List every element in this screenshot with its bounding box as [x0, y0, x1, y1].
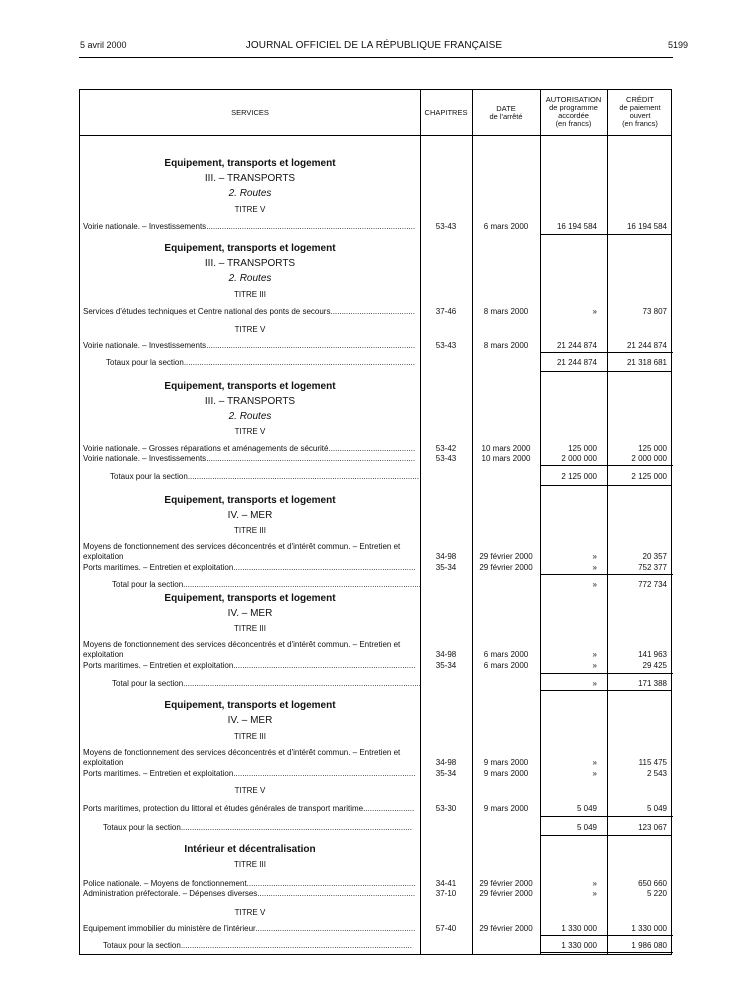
total-row: [80, 678, 673, 689]
row-label: Voirie nationale. – Investissements .....: [83, 340, 415, 351]
credits-table: [79, 89, 672, 955]
row-credit: 1 986 080: [631, 941, 667, 950]
row-autorisation: »: [592, 580, 597, 589]
row-label: Total pour la section .....: [112, 678, 421, 689]
total-rule: [540, 935, 673, 936]
row-autorisation: »: [592, 889, 597, 898]
col-header-services: SERVICES: [231, 108, 269, 117]
row-credit: 171 388: [638, 679, 667, 688]
section-heading: Equipement, transports et logement: [164, 495, 336, 506]
section-titre: TITRE III: [234, 526, 266, 535]
row-autorisation: 21 244 874: [556, 341, 597, 350]
row-label: Services d'études techniques et Centre national des ponts de secours .....: [83, 306, 415, 317]
table-row: [80, 221, 673, 232]
row-date: 29 février 2000: [479, 924, 533, 933]
table-row: [80, 660, 673, 671]
row-credit: 125 000: [638, 444, 667, 453]
row-autorisation: »: [592, 879, 597, 888]
row-credit: 20 357: [642, 552, 667, 561]
total-rule: [540, 816, 673, 817]
section-heading: Intérieur et décentralisation: [184, 844, 316, 855]
row-date: 8 mars 2000: [483, 307, 529, 316]
col-header-credit: CRÉDIT de paiement ouvert (en francs): [619, 95, 661, 128]
row-autorisation: »: [592, 307, 597, 316]
row-credit: 73 807: [642, 307, 667, 316]
section-titre: TITRE III: [234, 624, 266, 633]
total-rule: [540, 574, 673, 575]
section-titre: TITRE V: [234, 427, 266, 436]
row-autorisation: »: [592, 650, 597, 659]
row-label: Totaux pour la section .....: [106, 357, 415, 368]
row-date: 29 février 2000: [479, 879, 533, 888]
section-heading: Equipement, transports et logement: [164, 700, 336, 711]
section-titre: TITRE V: [234, 325, 266, 334]
row-label: Moyens de fonctionnement des services déconcentrés et d'intérêt commun. – Entretien et exploitation: [83, 640, 401, 659]
row-autorisation: 1 330 000: [561, 941, 597, 950]
row-credit: 123 067: [638, 823, 667, 832]
table-row: [80, 453, 673, 464]
row-credit: 650 660: [638, 879, 667, 888]
row-autorisation: »: [592, 758, 597, 767]
row-autorisation: »: [592, 769, 597, 778]
section-chapter: 2. Routes: [228, 411, 272, 422]
row-date: 29 février 2000: [479, 889, 533, 898]
row-label: Totaux pour la section .....: [110, 471, 419, 482]
row-label: Ports maritimes. – Entretien et exploitation .....: [83, 660, 415, 671]
journal-title: JOURNAL OFFICIEL DE LA RÉPUBLIQUE FRANÇAISE: [245, 40, 503, 51]
section-heading: Equipement, transports et logement: [164, 158, 336, 169]
row-chapitre: 57-40: [435, 924, 457, 933]
row-date: 10 mars 2000: [481, 454, 531, 463]
row-credit: 5 049: [646, 804, 667, 813]
row-credit: 2 125 000: [631, 472, 667, 481]
row-label: Ports maritimes, protection du littoral et études générales de transport maritime .....: [83, 803, 415, 814]
row-label: Totaux pour la section .....: [103, 940, 412, 951]
row-date: 29 février 2000: [479, 563, 533, 572]
row-chapitre: 35-34: [435, 563, 457, 572]
row-autorisation: 5 049: [576, 823, 597, 832]
section-titre: TITRE V: [234, 908, 266, 917]
row-autorisation: »: [592, 661, 597, 670]
table-row: [80, 640, 673, 660]
total-row: [80, 822, 673, 833]
table-row: [80, 306, 673, 317]
total-row: [80, 940, 673, 951]
row-credit: 2 000 000: [631, 454, 667, 463]
section-titre: TITRE III: [234, 732, 266, 741]
section-subheading: III. – TRANSPORTS: [204, 173, 296, 184]
section-titre: TITRE III: [234, 860, 266, 869]
table-row: [80, 888, 673, 899]
row-date: 6 mars 2000: [483, 650, 529, 659]
header-date: 5 avril 2000: [80, 40, 127, 50]
total-row: [80, 357, 673, 368]
section-rule: [540, 690, 671, 691]
row-chapitre: 53-43: [435, 222, 457, 231]
row-chapitre: 53-43: [435, 454, 457, 463]
row-chapitre: 34-98: [435, 552, 457, 561]
col-header-chapitres: CHAPITRES: [424, 108, 468, 117]
row-autorisation: 125 000: [568, 444, 597, 453]
section-titre: TITRE III: [234, 290, 266, 299]
row-autorisation: 5 049: [576, 804, 597, 813]
header-rule: [79, 57, 673, 58]
total-row: [80, 579, 673, 590]
section-chapter: 2. Routes: [228, 273, 272, 284]
section-heading: Equipement, transports et logement: [164, 593, 336, 604]
row-autorisation: »: [592, 679, 597, 688]
row-label: Ports maritimes. – Entretien et exploitation .....: [83, 562, 415, 573]
row-credit: 21 318 681: [626, 358, 667, 367]
row-date: 6 mars 2000: [483, 661, 529, 670]
row-label: Totaux pour la section .....: [103, 822, 412, 833]
table-row: [80, 542, 673, 562]
row-credit: 21 244 874: [626, 341, 667, 350]
row-label: Equipement immobilier du ministère de l'intérieur .....: [83, 923, 415, 934]
row-autorisation: »: [592, 552, 597, 561]
row-date: 8 mars 2000: [483, 341, 529, 350]
row-chapitre: 34-98: [435, 650, 457, 659]
row-credit: 141 963: [638, 650, 667, 659]
row-label: Moyens de fonctionnement des services déconcentrés et d'intérêt commun. – Entretien et exploitation: [83, 542, 401, 561]
row-credit: 16 194 584: [626, 222, 667, 231]
section-subheading: IV. – MER: [227, 715, 273, 726]
section-titre: TITRE V: [234, 205, 266, 214]
row-chapitre: 35-34: [435, 661, 457, 670]
row-date: 10 mars 2000: [481, 444, 531, 453]
total-rule: [540, 673, 673, 674]
row-label: Voirie nationale. – Grosses réparations et aménagements de sécurité .....: [83, 443, 415, 454]
row-date: 9 mars 2000: [483, 804, 529, 813]
row-date: 6 mars 2000: [483, 222, 529, 231]
row-label: Voirie nationale. – Investissements .....: [83, 453, 415, 464]
row-date: 9 mars 2000: [483, 758, 529, 767]
section-heading: Equipement, transports et logement: [164, 381, 336, 392]
row-credit: 752 377: [638, 563, 667, 572]
row-chapitre: 35-34: [435, 769, 457, 778]
row-autorisation: 21 244 874: [556, 358, 597, 367]
row-autorisation: 16 194 584: [556, 222, 597, 231]
section-rule: [540, 234, 671, 235]
row-label: Moyens de fonctionnement des services déconcentrés et d'intérêt commun. – Entretien et exploitation: [83, 748, 401, 767]
row-credit: 772 734: [638, 580, 667, 589]
row-chapitre: 53-42: [435, 444, 457, 453]
row-chapitre: 53-43: [435, 341, 457, 350]
col-header-autorisation: AUTORISATION de programme accordée (en francs): [545, 95, 602, 128]
row-label: Voirie nationale. – Investissements .....: [83, 221, 415, 232]
section-rule: [540, 371, 671, 372]
row-autorisation: 2 000 000: [561, 454, 597, 463]
table-row: [80, 340, 673, 351]
table-row: [80, 923, 673, 934]
row-autorisation: 2 125 000: [561, 472, 597, 481]
section-rule: [540, 835, 671, 836]
section-rule: [540, 485, 671, 486]
section-chapter: 2. Routes: [228, 188, 272, 199]
row-credit: 5 220: [646, 889, 667, 898]
total-rule: [540, 465, 673, 466]
row-chapitre: 34-41: [435, 879, 457, 888]
row-chapitre: 37-46: [435, 307, 457, 316]
header-bottom-rule: [80, 135, 671, 136]
table-row: [80, 562, 673, 573]
row-label: Police nationale. – Moyens de fonctionnement .....: [83, 878, 415, 889]
section-subheading: IV. – MER: [227, 510, 273, 521]
row-chapitre: 34-98: [435, 758, 457, 767]
total-rule: [540, 352, 673, 353]
total-rule: [540, 952, 673, 953]
row-autorisation: »: [592, 563, 597, 572]
section-heading: Equipement, transports et logement: [164, 243, 336, 254]
row-credit: 29 425: [642, 661, 667, 670]
row-date: 9 mars 2000: [483, 769, 529, 778]
row-date: 29 février 2000: [479, 552, 533, 561]
row-label: Ports maritimes. – Entretien et exploitation .....: [83, 768, 415, 779]
section-subheading: III. – TRANSPORTS: [204, 396, 296, 407]
table-row: [80, 768, 673, 779]
row-credit: 115 475: [638, 758, 667, 767]
row-autorisation: 1 330 000: [561, 924, 597, 933]
total-row: [80, 471, 673, 482]
section-subheading: III. – TRANSPORTS: [204, 258, 296, 269]
row-chapitre: 53-30: [435, 804, 457, 813]
row-credit: 1 330 000: [631, 924, 667, 933]
section-subheading: IV. – MER: [227, 608, 273, 619]
table-row: [80, 803, 673, 814]
row-label: Administration préfectorale. – Dépenses diverses .....: [83, 888, 415, 899]
page-number: 5199: [667, 40, 688, 50]
table-row: [80, 748, 673, 768]
row-label: Total pour la section .....: [112, 579, 421, 590]
row-chapitre: 37-10: [435, 889, 457, 898]
section-titre: TITRE V: [234, 786, 266, 795]
row-credit: 2 543: [646, 769, 667, 778]
col-header-date: DATE de l'arrêté: [489, 104, 523, 121]
